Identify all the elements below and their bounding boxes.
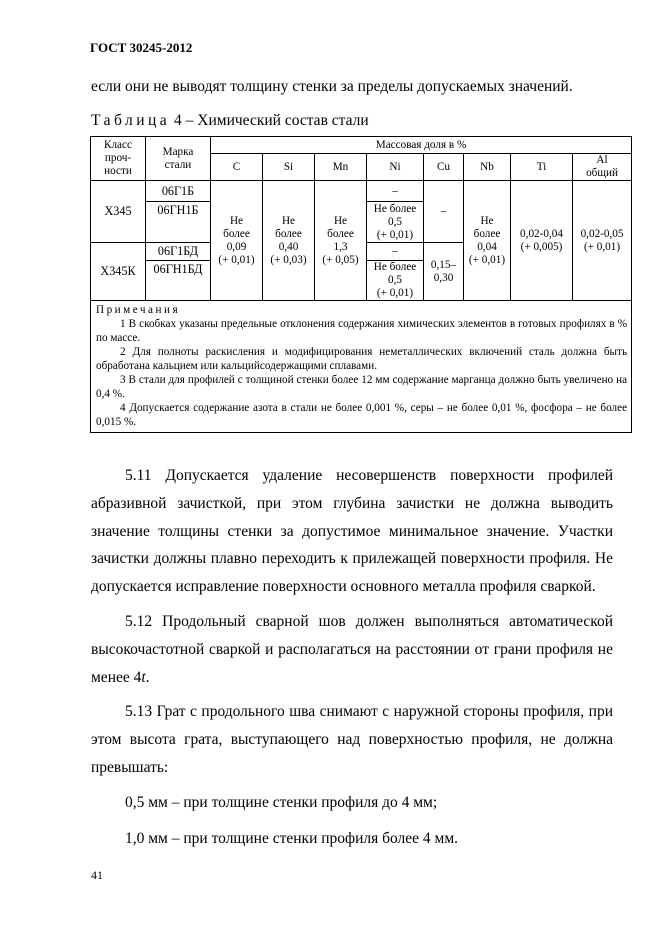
header-cu: Cu <box>424 154 464 181</box>
grade-06g1b: 06Г1Б <box>146 181 211 202</box>
table-notes <box>91 301 632 433</box>
cell-ti-value: 0,02-0,04 (+ 0,005) <box>511 181 573 301</box>
variable-t: t <box>141 668 146 686</box>
lead-paragraph: если они не выводят толщину стенки за пределы допускаемых значений. <box>91 78 573 95</box>
note-2: 2 Для полноты раскисления и модифицирования неметаллических включений сталь должна быть обработана кальцием или кальцийсодержащими сплавами. <box>96 346 628 372</box>
paragraph-5-11: 5.11 Допускается удаление несовершенств поверхности профилей абразивной зачисткой, при этом глубина зачистки не должна выводить значение толщины стенки за допустимое минимальное значение. Участки зачистки должны плавно переходить к прилежащей поверхности профиля. Не допускается исправление поверхности основного металла профиля сваркой. <box>91 467 613 596</box>
list-item-2: 1,0 мм – при толщине стенки профиля более 4 мм. <box>125 829 459 847</box>
header-ni: Ni <box>367 154 424 181</box>
cell-cu-x345: – <box>424 181 464 243</box>
header-strength-class: Класс проч- ности <box>91 137 146 181</box>
notes-title: Примечания <box>96 304 181 316</box>
cell-cu-x345k: 0,15– 0,30 <box>424 243 464 301</box>
table-caption <box>91 112 369 130</box>
class-x345k: Х345К <box>91 243 146 301</box>
header-si: Si <box>263 154 315 181</box>
cell-al-value: 0,02-0,05 (+ 0,01) <box>573 181 632 301</box>
class-x345: Х345 <box>91 181 146 243</box>
cell-ni-x345k-dash: – <box>367 243 424 261</box>
grade-06gn1bd: 06ГН1БД <box>146 261 211 301</box>
cell-c-value: Не более 0,09 (+ 0,01) <box>211 181 263 301</box>
cell-mn-value: Не более 1,3 (+ 0,05) <box>315 181 367 301</box>
body-text <box>91 462 613 860</box>
header-mn: Mn <box>315 154 367 181</box>
paragraph-5-12: 5.12 Продольный сварной шов должен выполняться автоматической высокочастотной сваркой и располагаться на расстоянии от грани профиля не менее 4t. <box>91 612 613 686</box>
table-caption-word: Таблица <box>91 112 171 129</box>
paragraph-5-13: 5.13 Грат с продольного шва снимают с наружной стороны профиля, при этом высота грата, выступающего над поверхностью профиля, не должна превышать: <box>91 703 613 776</box>
header-c: C <box>211 154 263 181</box>
grade-06g1bd: 06Г1БД <box>146 243 211 261</box>
cell-ni-x345-limit: Не более 0,5 (+ 0,01) <box>367 202 424 243</box>
chemical-composition-table <box>90 136 632 433</box>
cell-ni-x345k-limit: Не более 0,5 (+ 0,01) <box>367 261 424 301</box>
list-item-1: 0,5 мм – при толщине стенки профиля до 4 мм; <box>125 793 438 811</box>
page-number: 41 <box>91 868 103 882</box>
cell-si-value: Не более 0,40 (+ 0,03) <box>263 181 315 301</box>
cell-ni-x345-dash: – <box>367 181 424 202</box>
note-3: 3 В стали для профилей с толщиной стенки более 12 мм содержание марганца должно быть увеличено на 0,4 %. <box>96 374 628 400</box>
document-id: ГОСТ 30245-2012 <box>90 40 193 55</box>
note-4: 4 Допускается содержание азота в стали не более 0,001 %, серы – не более 0,01 %, фосфора – не более 0,015 %. <box>96 402 628 428</box>
header-al: Al общий <box>573 154 632 181</box>
header-ti: Ti <box>511 154 573 181</box>
grade-06gn1b: 06ГН1Б <box>146 202 211 243</box>
header-mass-fraction: Массовая доля в % <box>211 137 632 154</box>
note-1: 1 В скобках указаны предельные отклонения содержания химических элементов в готовых профилях в % по массе. <box>96 318 628 344</box>
header-nb: Nb <box>464 154 511 181</box>
cell-nb-value: Не более 0,04 (+ 0,01) <box>464 181 511 301</box>
header-steel-grade: Марка стали <box>146 137 211 181</box>
table-caption-rest: 4 – Химический состав стали <box>170 112 369 129</box>
